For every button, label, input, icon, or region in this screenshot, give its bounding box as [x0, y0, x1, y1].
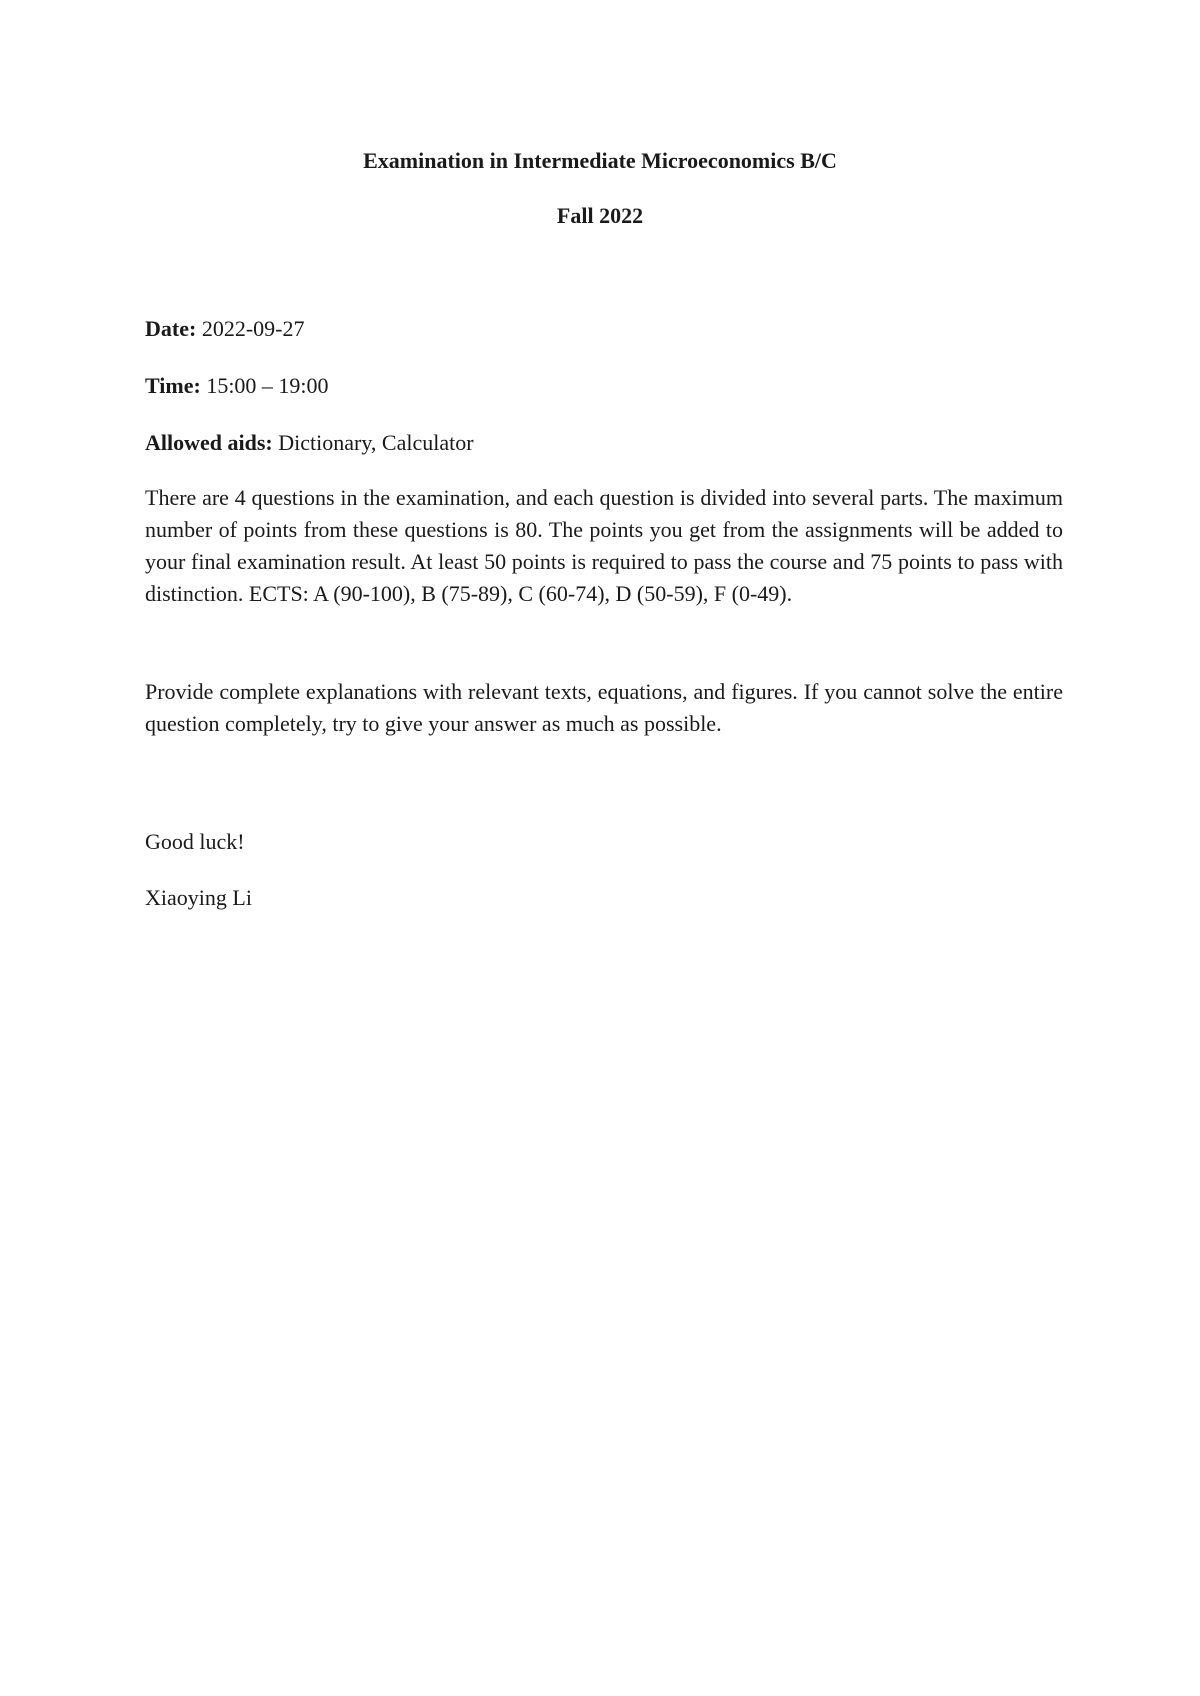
intro-paragraph: There are 4 questions in the examination, and each question is divided into several parts. The maximum number of points from these questions is 80. The points you get from the assignments will be added to your final examination result. At least 50 points is required to pass the course and 75 points to pass with distinction. ECTS: A (90-100), B (75-89), C (60-74), D (50-59), F (0-49). [145, 485, 1063, 606]
allowed-aids-row [145, 427, 1063, 459]
allowed-aids-label: Allowed aids: [145, 430, 273, 455]
date-row [145, 313, 1063, 345]
instructions-paragraph: Provide complete explanations with relevant texts, equations, and figures. If you cannot solve the entire question completely, try to give your answer as much as possible. [145, 679, 1063, 736]
time-value: 15:00 – 19:00 [206, 373, 329, 398]
date-value: 2022-09-27 [201, 316, 305, 341]
date-label: Date: [145, 316, 197, 341]
time-label: Time: [145, 373, 201, 398]
closing-text: Good luck! [145, 829, 245, 854]
signature: Xiaoying Li [145, 885, 252, 910]
time-row [145, 370, 1063, 402]
exam-title: Examination in Intermediate Microeconomics B/C [363, 148, 837, 173]
exam-term: Fall 2022 [556, 203, 644, 228]
allowed-aids-value: Dictionary, Calculator [278, 430, 474, 455]
